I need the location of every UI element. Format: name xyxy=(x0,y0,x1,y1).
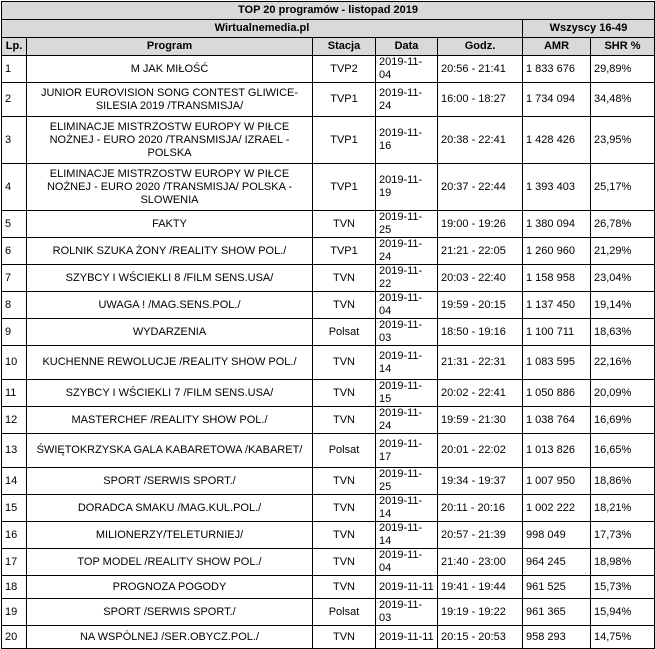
cell-shr: 18,98% xyxy=(591,549,655,576)
cell-godz: 19:59 - 20:15 xyxy=(438,292,523,319)
cell-program: TOP MODEL /REALITY SHOW POL./ xyxy=(27,549,313,576)
cell-amr: 1 137 450 xyxy=(523,292,591,319)
cell-program: ELIMINACJE MISTRZOSTW EUROPY W PIŁCE NOŻNEJ - EURO 2020 /TRANSMISJA/ POLSKA - SLOWENIA xyxy=(27,164,313,211)
cell-shr: 16,69% xyxy=(591,407,655,434)
table-row xyxy=(2,319,655,346)
table-row xyxy=(2,626,655,649)
cell-amr: 1 002 222 xyxy=(523,495,591,522)
cell-lp: 13 xyxy=(2,434,27,468)
cell-amr: 1 100 711 xyxy=(523,319,591,346)
cell-shr: 14,75% xyxy=(591,626,655,649)
cell-lp: 1 xyxy=(2,56,27,83)
cell-program: SPORT /SERWIS SPORT./ xyxy=(27,599,313,626)
cell-lp: 9 xyxy=(2,319,27,346)
group-label: Wszyscy 16-49 xyxy=(523,20,655,38)
ratings-table xyxy=(1,1,655,649)
cell-shr: 15,94% xyxy=(591,599,655,626)
table-row xyxy=(2,407,655,434)
table-body xyxy=(2,56,655,649)
cell-shr: 26,78% xyxy=(591,211,655,238)
cell-stacja: Polsat xyxy=(313,434,376,468)
cell-amr: 1 393 403 xyxy=(523,164,591,211)
table-row xyxy=(2,164,655,211)
col-header-stacja: Stacja xyxy=(313,38,376,56)
cell-data: 2019-11-19 xyxy=(376,164,438,211)
cell-data: 2019-11-25 xyxy=(376,468,438,495)
cell-amr: 1 428 426 xyxy=(523,117,591,164)
cell-program: MILIONERZY/TELETURNIEJ/ xyxy=(27,522,313,549)
cell-data: 2019-11-15 xyxy=(376,380,438,407)
table-row xyxy=(2,83,655,117)
cell-stacja: TVP2 xyxy=(313,56,376,83)
cell-data: 2019-11-11 xyxy=(376,626,438,649)
cell-amr: 1 038 764 xyxy=(523,407,591,434)
cell-data: 2019-11-24 xyxy=(376,407,438,434)
cell-godz: 19:34 - 19:37 xyxy=(438,468,523,495)
cell-lp: 7 xyxy=(2,265,27,292)
cell-shr: 16,65% xyxy=(591,434,655,468)
table-row xyxy=(2,599,655,626)
cell-program: ELIMINACJE MISTRZOSTW EUROPY W PIŁCE NOŻNEJ - EURO 2020 /TRANSMISJA/ IZRAEL - POLSKA xyxy=(27,117,313,164)
cell-program: SZYBCY I WŚCIEKLI 7 /FILM SENS.USA/ xyxy=(27,380,313,407)
table-row xyxy=(2,346,655,380)
cell-data: 2019-11-24 xyxy=(376,83,438,117)
cell-amr: 998 049 xyxy=(523,522,591,549)
cell-godz: 19:41 - 19:44 xyxy=(438,576,523,599)
source-label: Wirtualnemedia.pl xyxy=(2,20,523,38)
cell-stacja: TVN xyxy=(313,549,376,576)
cell-amr: 958 293 xyxy=(523,626,591,649)
cell-stacja: Polsat xyxy=(313,319,376,346)
cell-lp: 14 xyxy=(2,468,27,495)
cell-lp: 3 xyxy=(2,117,27,164)
table-row xyxy=(2,211,655,238)
cell-lp: 8 xyxy=(2,292,27,319)
cell-program: SPORT /SERWIS SPORT./ xyxy=(27,468,313,495)
cell-data: 2019-11-14 xyxy=(376,495,438,522)
cell-lp: 5 xyxy=(2,211,27,238)
table-row xyxy=(2,468,655,495)
cell-stacja: TVP1 xyxy=(313,117,376,164)
cell-lp: 15 xyxy=(2,495,27,522)
cell-lp: 17 xyxy=(2,549,27,576)
cell-stacja: TVP1 xyxy=(313,238,376,265)
cell-godz: 20:02 - 22:41 xyxy=(438,380,523,407)
cell-shr: 15,73% xyxy=(591,576,655,599)
cell-lp: 18 xyxy=(2,576,27,599)
cell-program: ROLNIK SZUKA ŻONY /REALITY SHOW POL./ xyxy=(27,238,313,265)
cell-shr: 21,29% xyxy=(591,238,655,265)
cell-data: 2019-11-04 xyxy=(376,292,438,319)
table-row xyxy=(2,434,655,468)
cell-stacja: TVN xyxy=(313,211,376,238)
cell-amr: 1 734 094 xyxy=(523,83,591,117)
cell-godz: 21:21 - 22:05 xyxy=(438,238,523,265)
cell-godz: 20:56 - 21:41 xyxy=(438,56,523,83)
cell-lp: 16 xyxy=(2,522,27,549)
cell-stacja: Polsat xyxy=(313,599,376,626)
cell-godz: 18:50 - 19:16 xyxy=(438,319,523,346)
cell-lp: 20 xyxy=(2,626,27,649)
cell-shr: 18,21% xyxy=(591,495,655,522)
cell-program: WYDARZENIA xyxy=(27,319,313,346)
cell-stacja: TVN xyxy=(313,576,376,599)
cell-godz: 19:59 - 21:30 xyxy=(438,407,523,434)
cell-godz: 20:11 - 20:16 xyxy=(438,495,523,522)
col-header-amr: AMR xyxy=(523,38,591,56)
cell-lp: 6 xyxy=(2,238,27,265)
cell-amr: 1 050 886 xyxy=(523,380,591,407)
cell-program: KUCHENNE REWOLUCJE /REALITY SHOW POL./ xyxy=(27,346,313,380)
cell-lp: 4 xyxy=(2,164,27,211)
cell-stacja: TVN xyxy=(313,265,376,292)
cell-lp: 10 xyxy=(2,346,27,380)
cell-godz: 21:31 - 22:31 xyxy=(438,346,523,380)
table-row xyxy=(2,292,655,319)
table-row xyxy=(2,56,655,83)
cell-program: UWAGA ! /MAG.SENS.POL./ xyxy=(27,292,313,319)
cell-data: 2019-11-17 xyxy=(376,434,438,468)
cell-amr: 1 013 826 xyxy=(523,434,591,468)
cell-godz: 20:15 - 20:53 xyxy=(438,626,523,649)
table-row xyxy=(2,495,655,522)
cell-program: JUNIOR EUROVISION SONG CONTEST GLIWICE-SILESIA 2019 /TRANSMISJA/ xyxy=(27,83,313,117)
cell-program: DORADCA SMAKU /MAG.KUL.POL./ xyxy=(27,495,313,522)
cell-shr: 23,04% xyxy=(591,265,655,292)
cell-program: NA WSPÓLNEJ /SER.OBYCZ.POL./ xyxy=(27,626,313,649)
cell-shr: 22,16% xyxy=(591,346,655,380)
cell-stacja: TVN xyxy=(313,380,376,407)
cell-stacja: TVP1 xyxy=(313,83,376,117)
cell-data: 2019-11-14 xyxy=(376,522,438,549)
table-row xyxy=(2,380,655,407)
cell-shr: 18,63% xyxy=(591,319,655,346)
cell-amr: 1 833 676 xyxy=(523,56,591,83)
cell-shr: 25,17% xyxy=(591,164,655,211)
table-row xyxy=(2,238,655,265)
cell-program: MASTERCHEF /REALITY SHOW POL./ xyxy=(27,407,313,434)
cell-data: 2019-11-11 xyxy=(376,576,438,599)
cell-amr: 1 007 950 xyxy=(523,468,591,495)
cell-godz: 20:01 - 22:02 xyxy=(438,434,523,468)
cell-amr: 1 380 094 xyxy=(523,211,591,238)
col-header-godz: Godz. xyxy=(438,38,523,56)
cell-shr: 18,86% xyxy=(591,468,655,495)
cell-data: 2019-11-24 xyxy=(376,238,438,265)
cell-lp: 12 xyxy=(2,407,27,434)
cell-program: PROGNOZA POGODY xyxy=(27,576,313,599)
col-header-lp: Lp. xyxy=(2,38,27,56)
table-row xyxy=(2,265,655,292)
cell-shr: 29,89% xyxy=(591,56,655,83)
cell-shr: 19,14% xyxy=(591,292,655,319)
cell-shr: 23,95% xyxy=(591,117,655,164)
cell-amr: 961 525 xyxy=(523,576,591,599)
cell-godz: 16:00 - 18:27 xyxy=(438,83,523,117)
cell-data: 2019-11-04 xyxy=(376,56,438,83)
cell-data: 2019-11-04 xyxy=(376,549,438,576)
cell-shr: 17,73% xyxy=(591,522,655,549)
cell-data: 2019-11-03 xyxy=(376,319,438,346)
cell-amr: 1 260 960 xyxy=(523,238,591,265)
cell-amr: 1 158 958 xyxy=(523,265,591,292)
cell-program: M JAK MIŁOŚĆ xyxy=(27,56,313,83)
table-row xyxy=(2,117,655,164)
cell-program: FAKTY xyxy=(27,211,313,238)
cell-data: 2019-11-03 xyxy=(376,599,438,626)
cell-program: ŚWIĘTOKRZYSKA GALA KABARETOWA /KABARET/ xyxy=(27,434,313,468)
cell-data: 2019-11-16 xyxy=(376,117,438,164)
cell-stacja: TVN xyxy=(313,346,376,380)
cell-godz: 19:19 - 19:22 xyxy=(438,599,523,626)
cell-lp: 11 xyxy=(2,380,27,407)
cell-amr: 961 365 xyxy=(523,599,591,626)
table-row xyxy=(2,522,655,549)
col-header-shr: SHR % xyxy=(591,38,655,56)
cell-stacja: TVN xyxy=(313,495,376,522)
cell-data: 2019-11-22 xyxy=(376,265,438,292)
col-header-data: Data xyxy=(376,38,438,56)
table-title: TOP 20 programów - listopad 2019 xyxy=(2,2,655,20)
cell-stacja: TVN xyxy=(313,522,376,549)
cell-shr: 20,09% xyxy=(591,380,655,407)
cell-data: 2019-11-14 xyxy=(376,346,438,380)
cell-data: 2019-11-25 xyxy=(376,211,438,238)
cell-godz: 20:37 - 22:44 xyxy=(438,164,523,211)
cell-godz: 20:38 - 22:41 xyxy=(438,117,523,164)
cell-godz: 21:40 - 23:00 xyxy=(438,549,523,576)
cell-stacja: TVN xyxy=(313,292,376,319)
cell-stacja: TVP1 xyxy=(313,164,376,211)
cell-godz: 19:00 - 19:26 xyxy=(438,211,523,238)
cell-stacja: TVN xyxy=(313,407,376,434)
cell-godz: 20:03 - 22:40 xyxy=(438,265,523,292)
cell-stacja: TVN xyxy=(313,468,376,495)
cell-godz: 20:57 - 21:39 xyxy=(438,522,523,549)
table-row xyxy=(2,576,655,599)
cell-amr: 1 083 595 xyxy=(523,346,591,380)
col-header-program: Program xyxy=(27,38,313,56)
cell-program: SZYBCY I WŚCIEKLI 8 /FILM SENS.USA/ xyxy=(27,265,313,292)
cell-lp: 19 xyxy=(2,599,27,626)
cell-stacja: TVN xyxy=(313,626,376,649)
cell-lp: 2 xyxy=(2,83,27,117)
cell-amr: 964 245 xyxy=(523,549,591,576)
cell-shr: 34,48% xyxy=(591,83,655,117)
